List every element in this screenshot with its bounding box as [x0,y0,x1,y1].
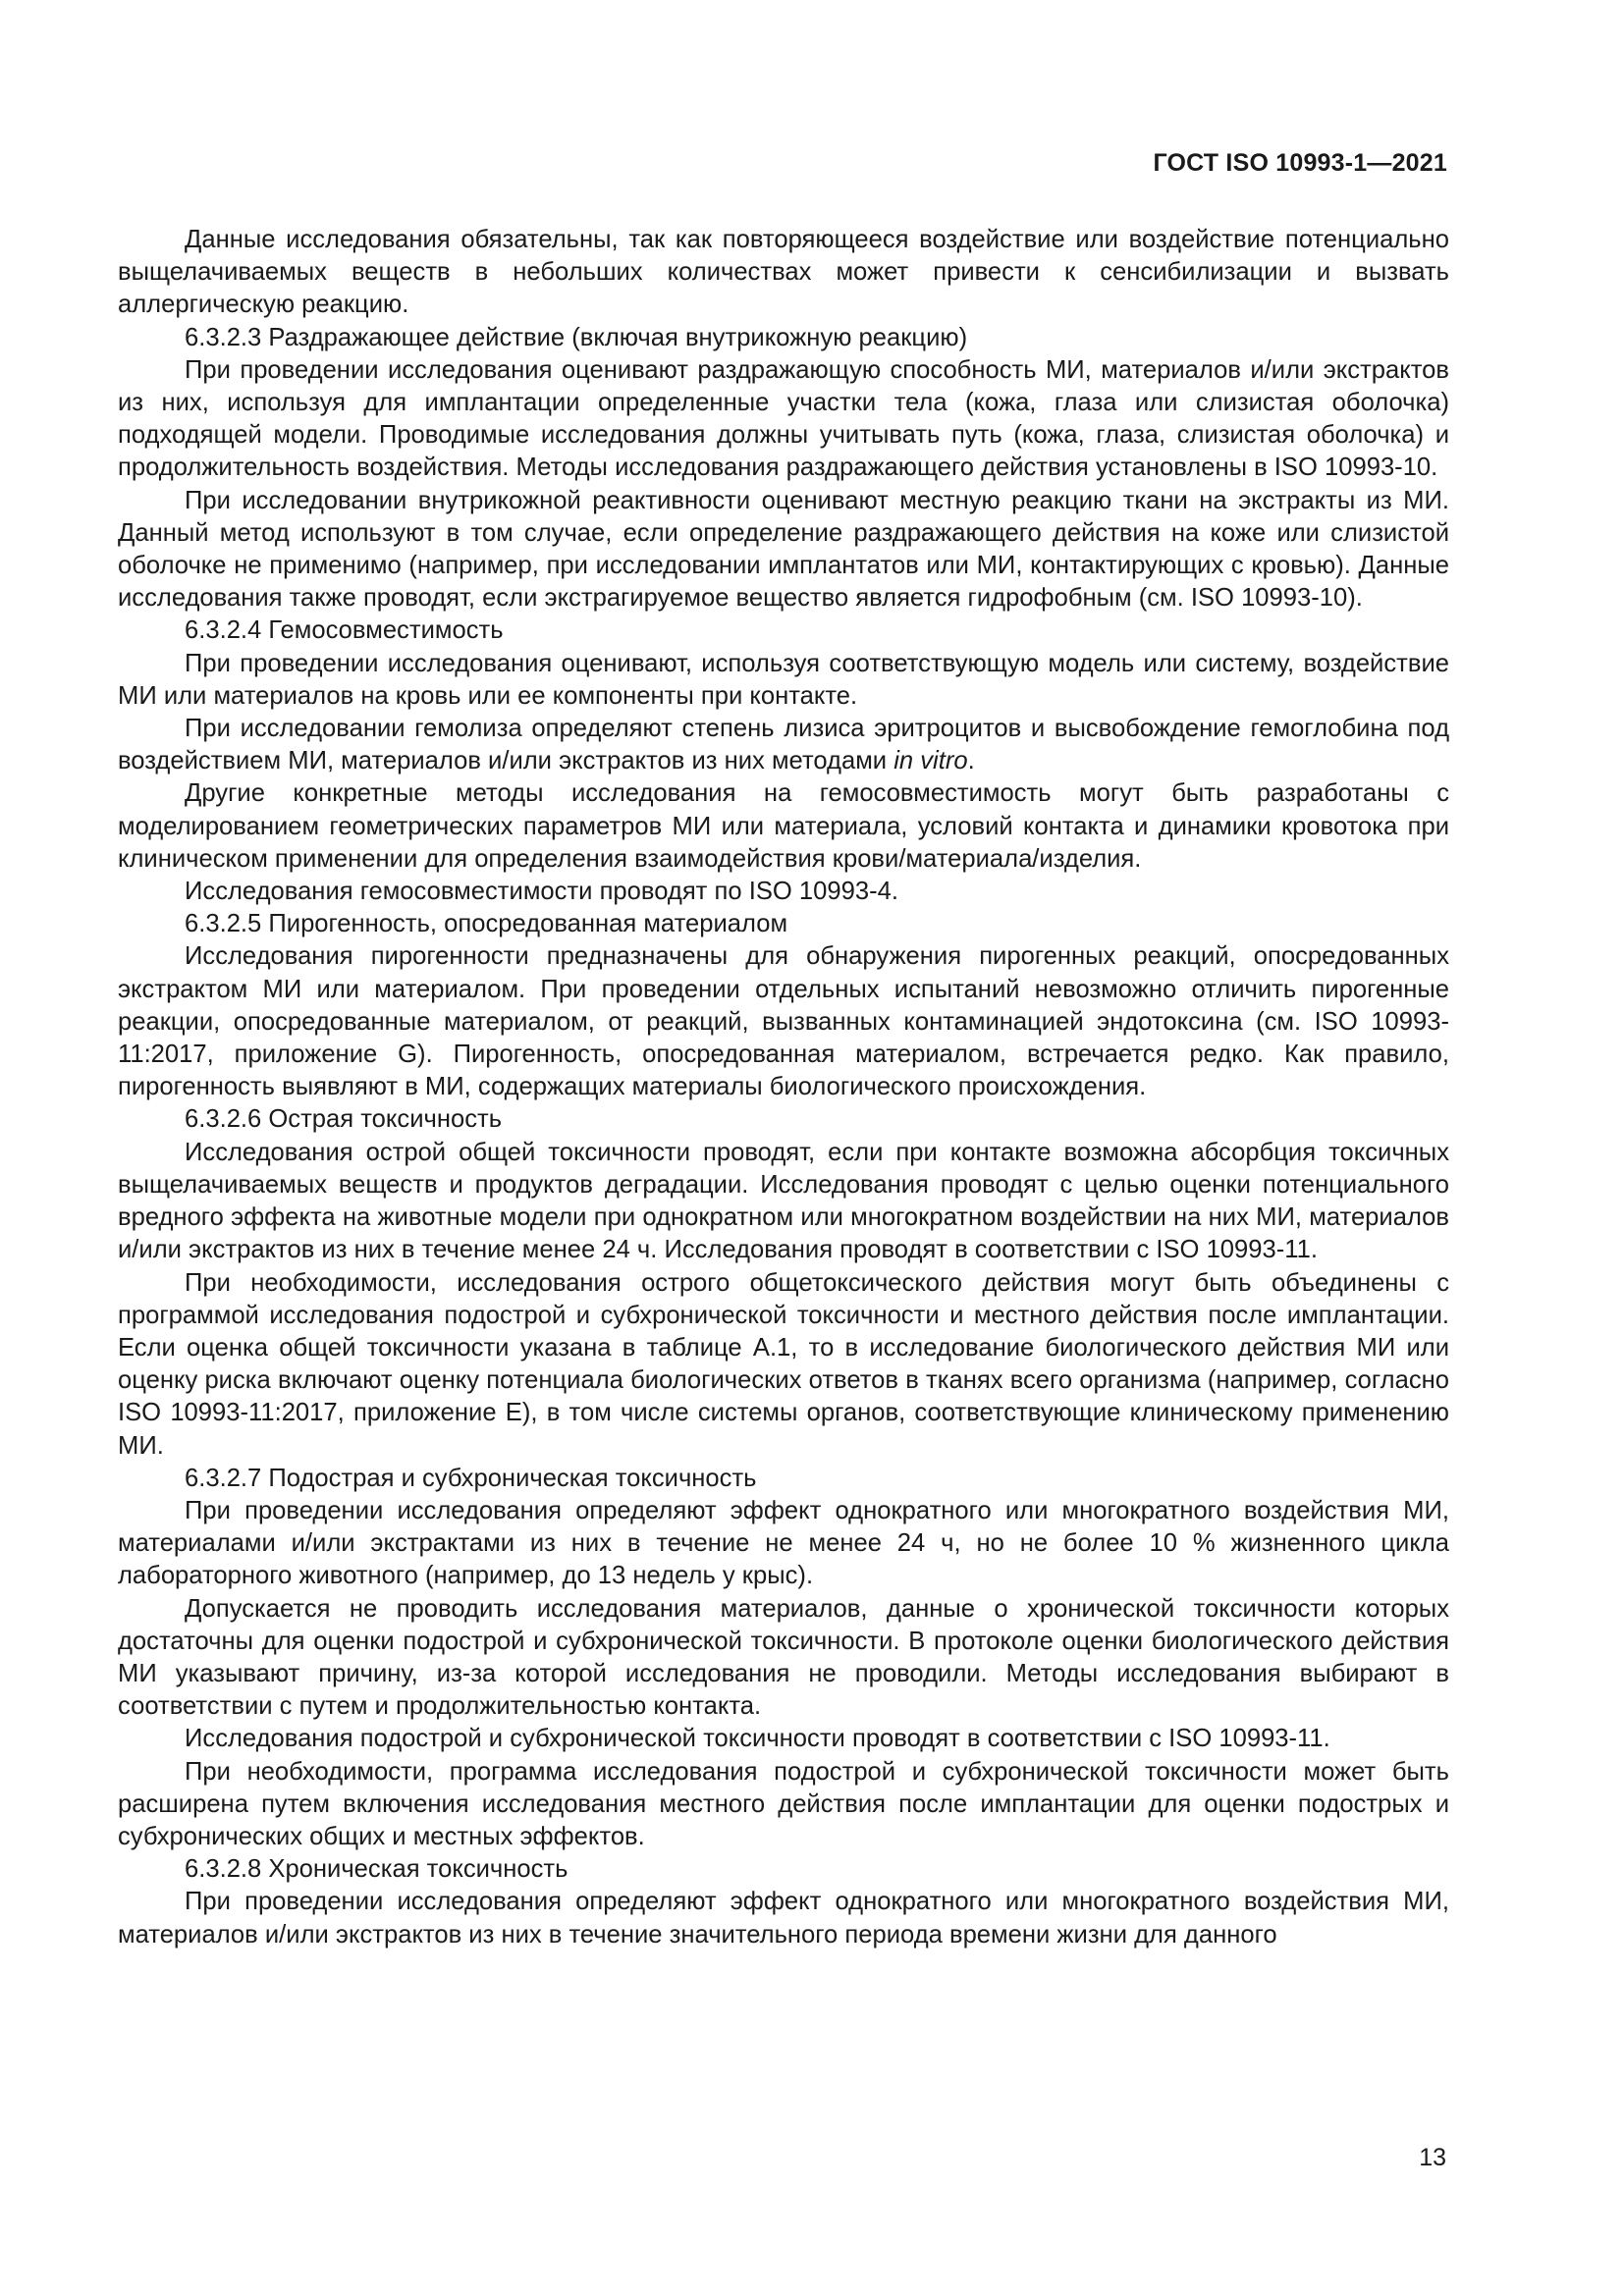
paragraph: Данные исследования обязательны, так как повторяющееся воздействие или воздействие потенциально выщелачиваемых веществ в небольших количествах может привести к сенсибилизации и вызвать аллергическую реакцию. [118,226,1449,319]
paragraph-text: При исследовании гемолиза определяют степень лизиса эритроцитов и высвобождение гемоглобина под воздействием МИ, материалов и/или экстрактов из них методами [118,715,1449,775]
paragraph: При проведении исследования оценивают, используя соответствующую модель или систему, воздействие МИ или материалов на кровь или ее компоненты при контакте. [118,649,1449,710]
section-heading-6-3-2-7: 6.3.2.7 Подострая и субхроническая токсичность [185,1464,757,1492]
paragraph: При проведении исследования определяют эффект однократного или многократного воздействия МИ, материалами и/или экстрактами из них в течение не менее 24 ч, но не более 10 % жизненного цикла лабораторного животного (например, до 13 недель у крыс). [118,1496,1449,1590]
italic-term: in vitro [893,747,968,775]
paragraph: При необходимости, программа исследования подострой и субхронической токсичности может быть расширена путем включения исследования местного действия после имплантации для оценки подострых и субхронических общих и местных эффектов. [118,1757,1449,1850]
paragraph: Исследования острой общей токсичности проводят, если при контакте возможна абсорбция токсичных выщелачиваемых веществ и продуктов деградации. Исследования проводят с целью оценки потенциального вредного эффекта на животные модели при однократном или многократном воздействии на них МИ, материалов и/или экстрактов из них в течение менее 24 ч. Исследования проводят в соответствии с ISO 10993-11. [118,1138,1449,1264]
document-header: ГОСТ ISO 10993-1—2021 [1153,149,1447,177]
paragraph: Исследования подострой и субхронической токсичности проводят в соответствии с ISO 10993-11. [185,1725,1330,1753]
paragraph-end: . [967,747,975,775]
page-number: 13 [1419,2144,1446,2171]
section-heading-6-3-2-5: 6.3.2.5 Пирогенность, опосредованная материалом [185,910,788,938]
paragraph-hemolysis [118,713,1449,777]
paragraph: При исследовании внутрикожной реактивности оценивают местную реакцию ткани на экстракты из МИ. Данный метод используют в том случае, если определение раздражающего действия на коже или слизистой оболочке не применимо (например, при исследовании имплантатов или МИ, контактирующих с кровью). Данные исследования также проводят, если экстрагируемое вещество является гидрофобным (см. ISO 10993-10). [118,486,1449,613]
paragraph: Допускается не проводить исследования материалов, данные о хронической токсичности которых достаточны для оценки подострой и субхронической токсичности. В протоколе оценки биологического действия МИ указывают причину, из-за которой исследования не проводили. Методы исследования выбирают в соответствии с путем и продолжительностью контакта. [118,1594,1449,1721]
paragraph: При проведении исследования оценивают раздражающую способность МИ, материалов и/или экстрактов из них, используя для имплантации определенные участки тела (кожа, глаза или слизистая оболочка) подходящей модели. Проводимые исследования должны учитывать путь (кожа, глаза, слизистая оболочка) и продолжительность воздействия. Методы исследования раздражающего действия установлены в ISO 10993-10. [118,355,1449,482]
paragraph: При проведении исследования определяют эффект однократного или многократного воздействия МИ, материалов и/или экстрактов из них в течение значительного периода времени жизни для данного [118,1888,1449,1949]
section-heading-6-3-2-6: 6.3.2.6 Острая токсичность [185,1105,503,1134]
section-heading-6-3-2-8: 6.3.2.8 Хроническая токсичность [185,1855,568,1884]
document-body [118,224,1449,1951]
section-heading-6-3-2-4: 6.3.2.4 Гемосовместимость [185,616,504,645]
section-heading-6-3-2-3: 6.3.2.3 Раздражающее действие (включая внутрикожную реакцию) [185,323,968,351]
paragraph: Исследования гемосовместимости проводят по ISO 10993-4. [185,878,898,906]
paragraph: Другие конкретные методы исследования на гемосовместимость могут быть разработаны с моделированием геометрических параметров МИ или материала, условий контакта и динамики кровотока при клиническом применении для определения взаимодействия крови/материала/изделия. [118,779,1449,873]
paragraph: Исследования пирогенности предназначены для обнаружения пирогенных реакций, опосредованных экстрактом МИ или материалом. При проведении отдельных испытаний невозможно отличить пирогенные реакции, опосредованные материалом, от реакций, вызванных контаминацией эндотоксина (см. ISO 10993-11:2017, приложение G). Пирогенность, опосредованная материалом, встречается редко. Как правило, пирогенность выявляют в МИ, содержащих материалы биологического происхождения. [118,942,1449,1101]
paragraph: При необходимости, исследования острого общетоксического действия могут быть объединены с программой исследования подострой и субхронической токсичности и местного действия после имплантации. Если оценка общей токсичности указана в таблице А.1, то в исследование биологического действия МИ или оценку риска включают оценку потенциала биологических ответов в тканях всего организма (например, согласно ISO 10993-11:2017, приложение Е), в том числе системы органов, соответствующие клиническому применению МИ. [118,1268,1449,1460]
